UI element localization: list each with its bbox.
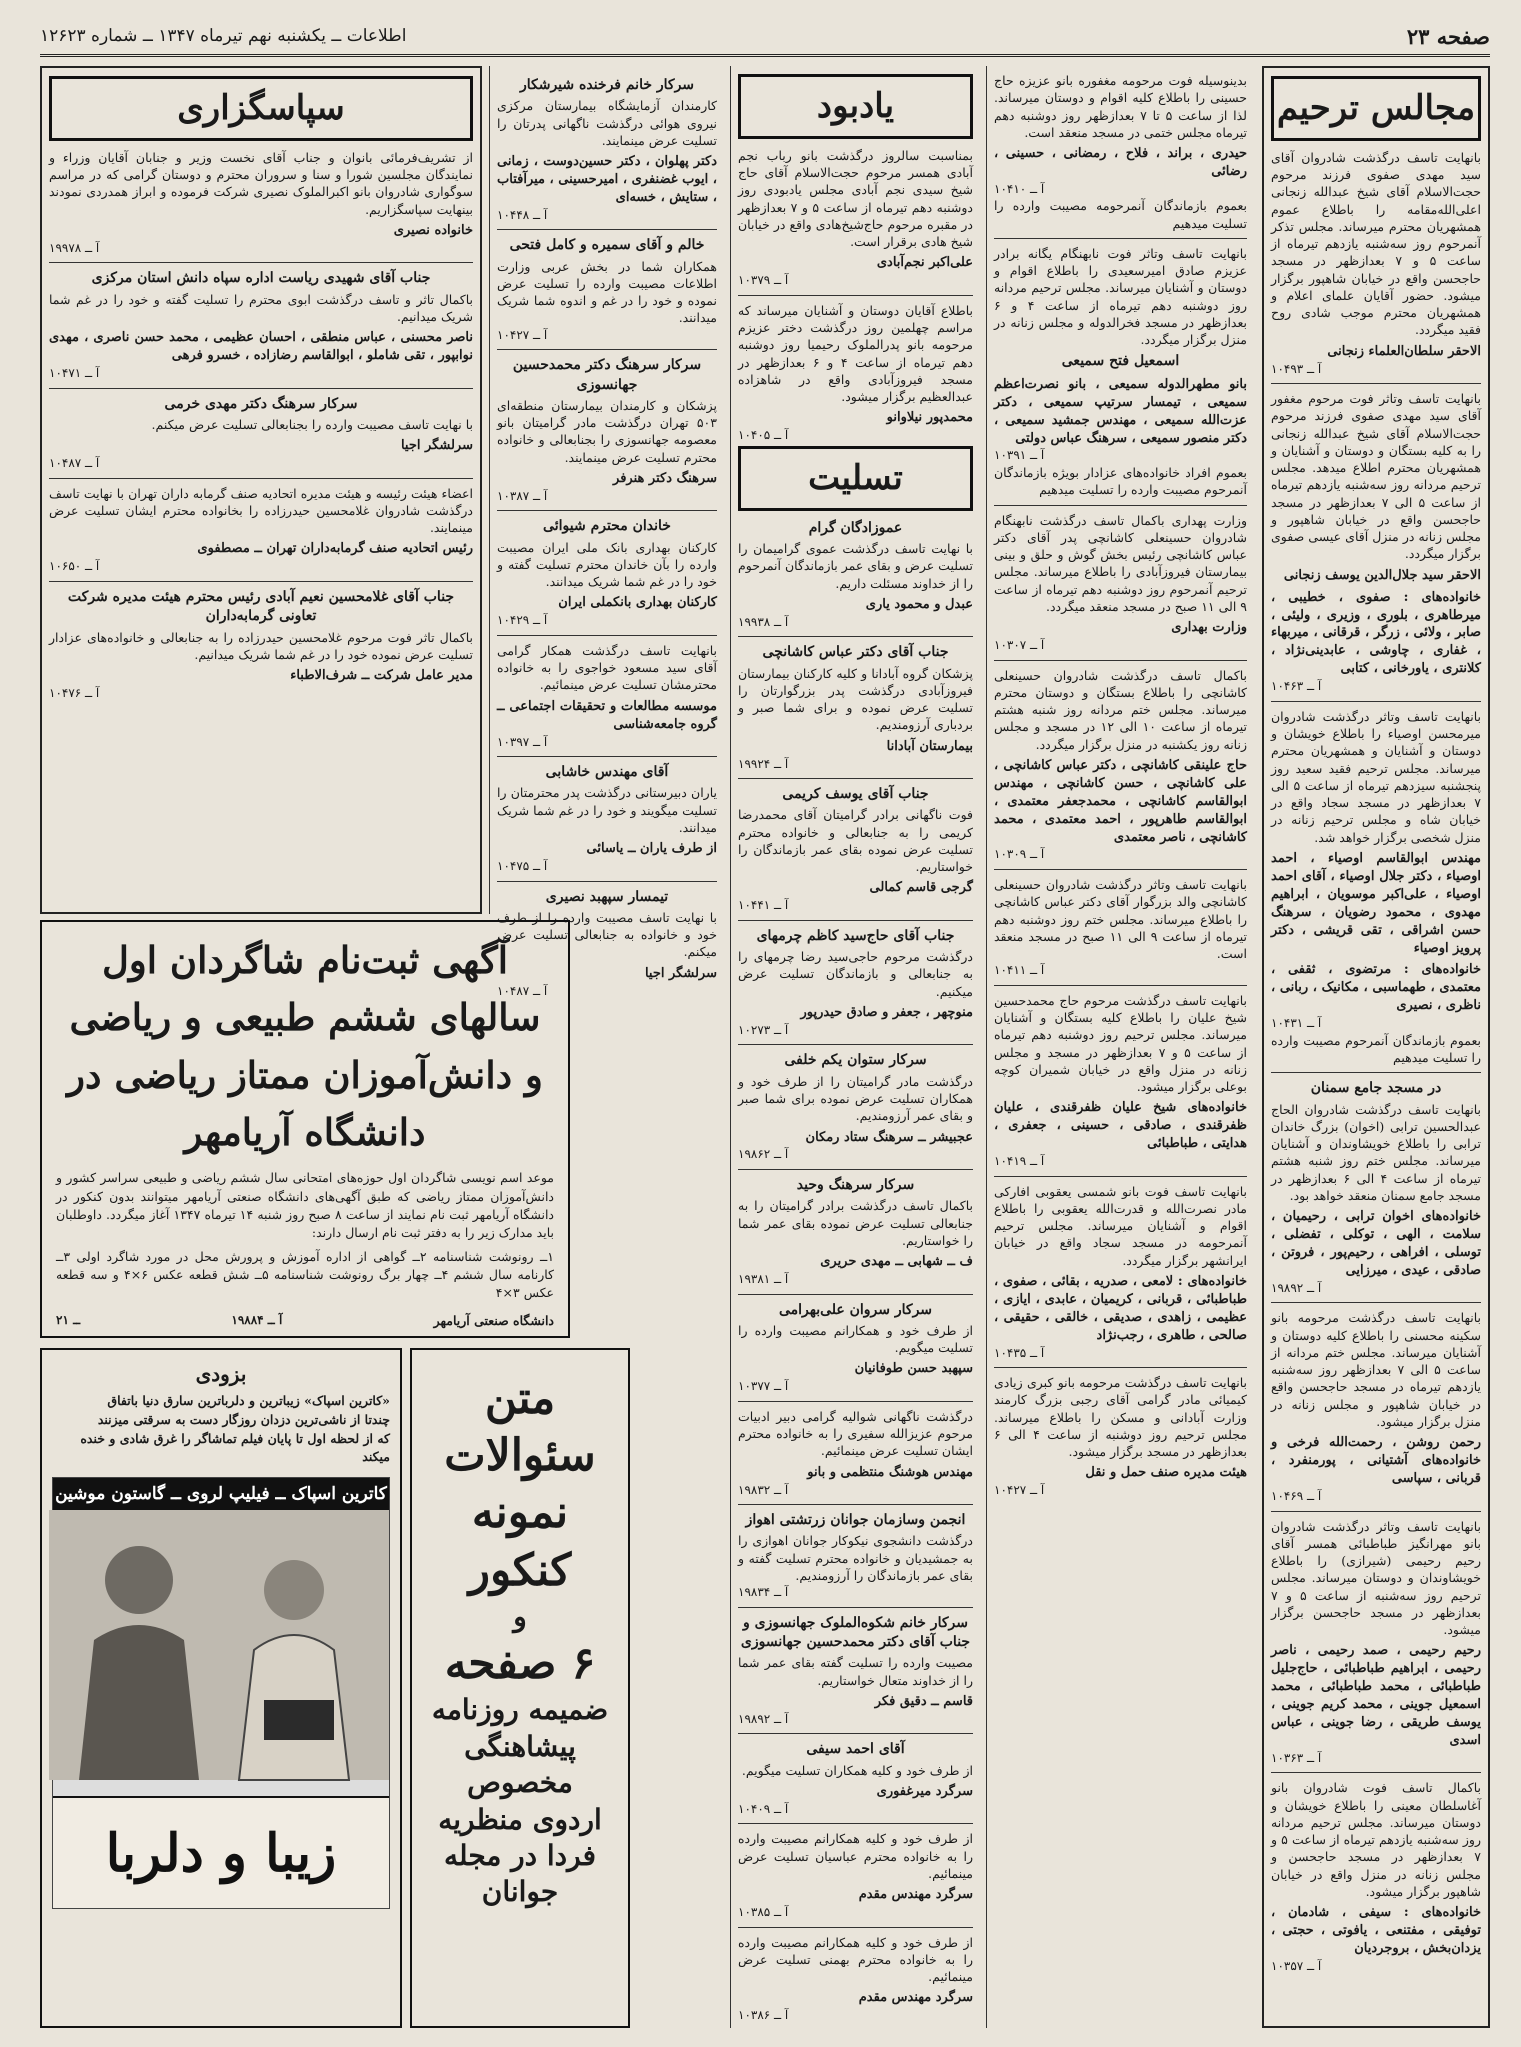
- film-poster: [52, 1477, 390, 1909]
- notice-signature: ف ــ شهابی ــ مهدی حریری: [820, 1254, 973, 1270]
- notice-signature: منوچهر ، جعفر و صادق حیدرپور: [800, 1004, 973, 1020]
- ad-line-12: جوانان: [481, 1875, 559, 1909]
- notice-title: سرکار سرهنگ دکتر محمدحسین جهانسوزی: [512, 357, 702, 393]
- notice-signature: گرجی قاسم کمالی: [869, 880, 973, 896]
- registration-title: آگهی ثبت‌نام شاگردان اول سالهای ششم طبیعی و ریاضی و دانش‌آموزان ممتاز ریاضی در دانشگاه آریامهر: [67, 938, 543, 1155]
- notice-text: بانهایت تاسف وتاثر درگذشت شادروان میرمحسن اوصیاء را باطلاع خویشان و دوستان و آشنایان و همشهریان محترم میرساند. مجلس ترحیم فقید سعید روز پنجشنبه سیزدهم تیرماه از ساعت ۵ الی ۷ بعدازظهر در مسجد سجاد واقع در خیابان شاه و مجلس ترحیم زنانه در منزل شخصی برگزار خواهد شد.: [1271, 708, 1481, 845]
- notice-signature: محمدپور نیلاوانو: [886, 410, 973, 426]
- notice-title: تیمسار سپهبد نصیری: [545, 888, 669, 905]
- notice-text: وزارت پهداری باکمال تاسف درگذشت نابهنگام شادروان حسینعلی کاشانچی پدر آقای دکتر عباس کاشانچی رئیس بخش گوش و حلق و بینی بیمارستان فیروزآبادی را باطلاع میرساند. مجلس ترحیم آنمرحوم روز دوشنبه دهم تیرماه از ساعت ۹ الی ۱۱ صبح در مسجد منعقد میگردد.: [994, 512, 1247, 614]
- notice-text: از طرف خود و کلیه همکارانم مصیبت وارده را به خانواده محترم عباسیان تسلیت عرض مینمائیم.: [738, 1831, 973, 1881]
- notice-title: سرکار ستوان یکم خلفی: [784, 1052, 927, 1069]
- notice-signature: سرگرد مهندس مقدم: [858, 1990, 973, 2006]
- ad-line-2: سئوالات: [444, 1430, 596, 1482]
- ad-line-8: پیشاهنگی: [464, 1729, 576, 1763]
- film-ad: [40, 1348, 402, 2028]
- film-tagline-1: «کاترین اسپاک» زیباترین و دلرباترین سارق دنیا باتفاق: [107, 1393, 390, 1408]
- notice-families: خانواده‌های : صفوی ، خطیبی ، میرطاهری ، بلوری ، وزیری ، ولیئی ، صابر ، ولائی ، زرگر ، قرقانی ، میربهاء ، غفاری ، چاوشی ، عابدینی‌نژاد ، کلانتری ، یاورخانی ، کتابی: [1271, 589, 1481, 677]
- notice-code: آ ــ ۱۹۹۷۸: [49, 240, 100, 255]
- notice-signature: خانواده نصیری: [393, 222, 473, 238]
- notice-text: از طرف خود و همکارانم مصیبت وارده را تسلیت میگویم.: [738, 1322, 973, 1356]
- ad-line-4: کنکور: [468, 1544, 572, 1596]
- notice-signature: مدیر عامل شرکت ــ شرف‌الاطباء: [290, 668, 473, 684]
- notice-signature: ناصر محسنی ، عباس منطقی ، احسان عظیمی ، محمد حسن ناصری ، مهدی نوابپور ، تقی شاملو ، ابوالقاسم رضازاده ، خسرو فرهی: [49, 330, 473, 364]
- notice-signature: علی‌اکبر نجم‌آبادی: [876, 255, 973, 271]
- notice-code: آ ــ ۱۹۸۳۲: [738, 1482, 789, 1497]
- notice-text: بانهایت تاسف وتاثر درگذشت شادروان حسینعلی کاشانچی والد بزرگوار آقای دکتر عباس کاشانچی را باطلاع میرساند. مجلس ختم روز دوشنبه دهم تیرماه از ساعت ۹ الی ۱۱ صبح در مسجد منعقد است.: [994, 877, 1247, 961]
- notice-code: آ ــ ۱۰۳۹۷: [497, 734, 548, 749]
- notice-text: بدینوسیله فوت مرحومه مغفوره بانو عزیزه حاج حسینی را باطلاع کلیه اقوام و دوستان میرساند. لذا از ساعت ۵ تا ۷ بعدازظهر روز دوشنبه دهم تیرماه مجلس ختمی در مسجد منعقد است.: [994, 73, 1247, 140]
- notice-signature: عجبیشر ــ سرهنگ ستاد رمکان: [805, 1129, 973, 1145]
- notice-signature: موسسه مطالعات و تحقیقات اجتماعی ــ گروه جامعه‌شناسی: [497, 698, 717, 732]
- ad-line-9: مخصوص: [467, 1766, 573, 1800]
- notice-code: آ ــ ۱۹۸۳۴: [738, 1585, 789, 1600]
- notice-code: آ ــ ۱۰۴۰۹: [738, 1801, 789, 1816]
- poster-photo-icon: [49, 1510, 389, 1780]
- notice-text: باکمال تاسف فوت شادروان بانو آغاسلطان معینی را باطلاع خویشان و دوستان میرساند. مجلس ترحیم مردانه روز سه‌شنبه یازدهم تیرماه از ساعت ۵ و ۷ بعدازظهر در مسجد حاجحسن و مجلس زنانه در منزل واقع در خیابان شاهپور برگزار میشود.: [1271, 1780, 1481, 1899]
- notice-text: بانهایت تاسف درگذشت شادروان آقای سید مهدی صفوی فرزند مرحوم حجت‌الاسلام آقای شیخ عبدالله زنجانی اعلی‌الله‌مقامه را باطلاع عموم همشهریان محترم میرساند. مجلس تذکر آنمرحوم روز سه‌شنبه یازدهم تیرماه از ساعت ۵ و ۷ بعدازظهر در مسجد حاجحسن واقع در خیابان شاهپور برگزار میشود. حضور آقایان علمای اعلام و همشهریان محترم موجب شادی روح فقید میگردد.: [1271, 149, 1482, 338]
- notice-title: در مسجد جامع سمنان: [1310, 1080, 1442, 1097]
- notice-title: سرکار خانم فرخنده شیرشکار: [519, 77, 695, 93]
- notice-title: جناب آقای دکتر عباس کاشانچی: [762, 644, 949, 661]
- notice-title: انجمن وسازمان جوانان زرتشتی اهواز: [745, 1512, 966, 1529]
- ad-line-10: اردوی منظریه: [438, 1802, 602, 1836]
- notice-code: آ ــ ۱۹۸۶۲: [738, 1147, 789, 1162]
- notice-note: بعموم افراد خانواده‌های عزادار بویژه بازماندگان آنمرحوم مصیبت وارده را تسلیت میدهیم: [994, 465, 1247, 498]
- film-coming-soon: بزودی: [195, 1362, 247, 1386]
- notice-code: آ ــ ۱۰۴۰۵: [738, 428, 789, 443]
- notice-code: آ ــ ۱۰۴۱۰: [994, 181, 1045, 196]
- registration-signature: دانشگاه صنعتی آریامهر: [433, 1313, 554, 1329]
- notice-text: کارمندان آزمایشگاه بیمارستان مرکزی نیروی هوائی درگذشت ناگهانی پدرتان را تسلیت عرض مینمایند.: [497, 98, 717, 148]
- film-cast: کاترین اسپاک ــ فیلیپ لروی ــ گاستون موشین: [53, 1478, 389, 1510]
- notice-title: خاندان محترم شیوائی: [543, 518, 671, 535]
- notice-code: آ ــ ۱۰۴۸۷: [497, 983, 548, 998]
- notice-code: آ ــ ۱۰۴۶۳: [1271, 679, 1322, 694]
- notice-signature: الاحقر سلطان‌العلماء زنجانی: [1327, 343, 1481, 359]
- page-number: صفحه ۲۳: [1406, 23, 1490, 49]
- notice-signature: سرگرد میرغفوری: [876, 1783, 973, 1799]
- ad-line-5: و: [513, 1599, 527, 1633]
- notice-code: آ ــ ۱۰۴۶۹: [1271, 1488, 1322, 1503]
- notice-code: آ ــ ۱۰۳۸۶: [738, 2008, 789, 2023]
- notice-code: آ ــ ۱۰۳۸۵: [738, 1905, 789, 1920]
- notice-code: آ ــ ۱۰۲۷۳: [738, 1022, 789, 1037]
- film-tagline-4: میکند: [362, 1449, 390, 1465]
- notice-signature: بیمارستان آبادانا: [886, 738, 973, 754]
- issue-info: اطلاعات ــ یکشنبه نهم تیرماه ۱۳۴۷ ــ شماره ۱۲۶۲۳: [40, 26, 407, 46]
- notice-code: آ ــ ۱۰۳۰۹: [994, 847, 1045, 862]
- notice-text: بانهایت تاسف درگذشت مرحومه بانو سکینه محسنی را باطلاع کلیه دوستان و آشنایان میرساند. مجلس ختم مردانه از ساعت ۵ الی ۷ بعدازظهر روز سه‌شنبه یازدهم تیرماه در مسجد حاجحسن واقع در خیابان شاهپور و مجلس زنانه در منزل برگزار میشود.: [1271, 1310, 1481, 1429]
- notice-families: خانواده‌های : سیفی ، شادمان ، توفیقی ، مفتنعی ، یافوتی ، حجتی ، یزدان‌بخش ، بروجردیان: [1271, 1905, 1481, 1957]
- notice-text: درگذشت ناگهانی شوالیه گرامی دبیر ادبیات مرحوم عزیزالله سفیری را به خانواده محترم ایشان تسلیت عرض مینمائیم.: [738, 1408, 973, 1459]
- notice-title: جناب آقای غلامحسین نعیم آبادی رئیس محترم هیئت مدیره شرکت تعاونی گرمابه‌داران: [67, 588, 455, 625]
- notice-signature: کارکنان بهداری بانکملی ایران: [558, 595, 717, 611]
- notice-families: خانواده‌های اخوان ترابی ، رحیمیان ، سلامت ، الهی ، توکلی ، تفضلی ، توسلی ، افراهی ، رحیم‌پور ، فروتن ، صادقی ، عیدی ، میرزایی: [1271, 1209, 1481, 1278]
- notice-code: آ ــ ۱۰۴۱۹: [994, 1154, 1045, 1169]
- notice-note: بعموم بازماندگان آنمرحومه مصیبت وارده را تسلیت میدهیم: [994, 198, 1247, 231]
- notice-text: باکمال تاثر و تاسف درگذشت ابوی محترم را تسلیت گفته و خود را در غم شما شریک میدانیم.: [49, 291, 473, 324]
- registration-list: ۱ــ رونوشت شناسنامه ۲ــ گواهی از اداره آموزش و پرورش محل در مورد شاگرد اولی ۳ــ کارنامه سال ششم ۴ــ چهار برگ رونوشت شناسنامه ۵ــ شش قطعه عکس ۶×۴ و سه قطعه عکس ۳×۴: [56, 1248, 554, 1301]
- ad-line-3: نمونه: [471, 1487, 569, 1539]
- notice-signature: سرلشگر اجیا: [400, 438, 473, 454]
- notice-signature: هیئت مدیره صنف حمل و نقل: [1085, 1465, 1247, 1481]
- notice-signature: سرهنگ دکتر هنرفر: [613, 470, 717, 486]
- notice-code: آ ــ ۱۰۴۷۱: [49, 366, 100, 381]
- page-header: [40, 18, 1490, 57]
- notice-signature: وزارت بهداری: [1171, 620, 1247, 636]
- notice-code: آ ــ ۱۹۳۸۱: [738, 1272, 789, 1287]
- notice-title: اسمعیل فتح سمیعی: [1061, 353, 1180, 370]
- notice-code: آ ــ ۱۰۳۷۹: [738, 273, 789, 288]
- notice-code: آ ــ ۱۹۸۹۲: [1271, 1280, 1322, 1295]
- notice-text: پزشکان و کارمندان بیمارستان منطقه‌ای ۵۰۳ تهران درگذشت مادر گرامیتان بانو معصومه جهانسوزی را بجنابعالی و خانواده محترم تسلیت عرض مینمایند.: [497, 397, 717, 465]
- notice-code: آ ــ ۱۰۶۵۰: [49, 559, 100, 574]
- notice-code: آ ــ ۱۹۹۲۴: [738, 756, 789, 771]
- notice-code: آ ــ ۱۰۳۶۳: [1271, 1750, 1322, 1765]
- column-notices-2: [986, 66, 1254, 2028]
- film-logo: زیبا و دلربا: [53, 1796, 389, 1908]
- notice-signature: از طرف یاران ــ یاسائی: [586, 841, 717, 857]
- notice-note: بعموم بازماندگان آنمرحوم مصیبت وارده را تسلیت میدهیم: [1271, 1032, 1481, 1066]
- notice-families: خانواده‌های : لامعی ، صدریه ، بقائی ، صفوی ، طباطبائی ، قربانی ، کریمیان ، عابدی ، ایازی ، عظیمی ، زاهدی ، صدیقی ، خالقی ، حقیقی ، صالحی ، طاهری ، رجب‌نژاد: [994, 1273, 1247, 1343]
- notice-text: با نهایت تاسف درگذشت عموی گرامیمان را تسلیت عرض و بقای عمر بازماندگان آنمرحوم را از خداوند مسئلت داریم.: [738, 541, 973, 591]
- notice-text: با نهایت تاسف مصیبت وارده را بجنابعالی تسلیت عرض میکنم.: [151, 416, 473, 432]
- notice-code: آ ــ ۱۰۴۲۹: [497, 613, 548, 628]
- notice-text: از طرف خود و کلیه همکاران تسلیت میگویم.: [741, 1762, 973, 1778]
- condolence-banner: تسلیت: [738, 446, 973, 511]
- notice-title: آقای احمد سیفی: [806, 1741, 905, 1758]
- notice-code: آ ــ ۱۰۳۸۷: [497, 488, 548, 503]
- ad-line-11: فردا در مجله: [444, 1838, 596, 1872]
- notice-text: باکمال تاسف درگذشت برادر گرامیتان را به جنابعالی تسلیت عرض نموده بقای عمر شما را خواستاریم.: [738, 1198, 973, 1248]
- film-tagline-3: که از لحظه اول تا پایان فیلم تماشاگر را غرق شادی و خنده: [80, 1430, 390, 1446]
- notice-text: درگذشت مرحوم حاجی‌سید رضا چرمهای را به جنابعالی و بازماندگان تسلیت عرض میکنیم.: [738, 949, 973, 999]
- notice-text: فوت ناگهانی برادر گرامیتان آقای محمدرضا کریمی را به جنابعالی و خانواده محترم تسلیت عرض نموده بقای عمر بازماندگان را خواستاریم.: [738, 807, 973, 875]
- ad-line-7: ضمیمه روزنامه: [431, 1693, 609, 1727]
- notice-text: باکمال تاسف درگذشت شادروان حسینعلی کاشانچی را باطلاع بستگان و دوستان محترم میرساند. مجلس ختم مردانه روز شنبه هشتم تیرماه از ساعت ۱۰ الی ۱۲ در مسجد و مجلس زنانه روز یکشنبه در منزل برگزار میگردد.: [994, 667, 1247, 752]
- notice-text: از تشریف‌فرمائی بانوان و جناب آقای نخست وزیر و جنابان آقایان وزراء و نمایندگان مجلسین شورا و سنا و سروران محترم و دوستان گرامی که در مراسم سوگواری شادروان بانو اکبرالملوک نصیری شرکت فرموده و ابراز همدردی نمودند بینهایت سپاسگزاریم.: [49, 149, 473, 217]
- notice-code: آ ــ ۱۰۴۳۱: [1271, 1016, 1322, 1031]
- notice-code: آ ــ ۱۰۴۳۵: [994, 1345, 1045, 1360]
- notice-code: آ ــ ۱۰۴۴۸: [497, 207, 548, 222]
- notice-code: آ ــ ۱۰۴۹۳: [1271, 361, 1322, 376]
- notice-code: آ ــ ۱۰۴۱۱: [994, 963, 1045, 978]
- notice-text: بانهایت تاسف درگذشت مرحوم حاج محمدحسین شیخ علیان را باطلاع کلیه بستگان و آشنایان میرساند. مجلس ترحیم روز دوشنبه دهم تیرماه از ساعت ۵ و ۷ بعدازظهر در مسجد و مجلس زنانه در منزل واقع در خیابان شمیران کوچه بوعلی برگزار میشود.: [994, 992, 1247, 1095]
- memorials-banner: مجالس ترحیم: [1271, 76, 1481, 141]
- notice-families: بانو مطهرالدوله سمیعی ، بانو نصرت‌اعظم سمیعی ، تیمسار سرتیپ سمیعی ، دکتر عزت‌الله سمیعی ، مهندس جمشید سمیعی ، دکتر منصور سمیعی ، سرهنگ عباس دولتی: [994, 376, 1247, 446]
- notice-code: آ ــ ۱۰۳۵۷: [1271, 1959, 1322, 1973]
- column-gratitude: [40, 66, 482, 914]
- notice-title: جناب آقای شهیدی ریاست اداره سپاه دانش استان مرکزی: [91, 270, 431, 287]
- notice-text: همکاران شما در بخش عربی وزارت اطلاعات مصیبت وارده را تسلیت عرض نموده و خود را در غم و اندوه شما شریک میدانند.: [497, 258, 717, 326]
- notice-code: آ ــ ۱۰۴۴۱: [738, 898, 789, 913]
- notice-text: بانهایت تاسف فوت بانو شمسی یعقوبی افارکی مادر نصرت‌الله و قدرت‌الله یعقوبی را باطلاع اقوام و آشنایان میرساند. مجلس ترحیم آنمرحومه در مسجد سجاد واقع در خیابان ایرانشهر برگزار میگردد.: [994, 1183, 1247, 1268]
- remembrance-banner: یادبود: [738, 74, 973, 139]
- notice-text: مصیبت وارده را تسلیت گفته بقای عمر شما را از خداوند متعال خواستاریم.: [738, 1655, 973, 1688]
- notice-families: رحمن روشن ، رحمت‌الله فرخی و خانواده‌های آشتیانی ، پورمنفرد ، قربانی ، سپاسی: [1271, 1435, 1481, 1487]
- notice-text: بانهایت تاسف وتاثر فوت مرحوم مغفور آقای سید مهدی صفوی فرزند مرحوم حجت‌الاسلام آقای شیخ عبدالله زنجانی را به کلیه بستگان و دوستان و آشنایان و همشهریان محترم اطلاع میدهد. مجلس ترحیم مردانه روز سه‌شنبه یازدهم تیرماه از ساعت ۵ الی ۷ بعدازظهر در مسجد حاجحسن واقع در خیابان شاهپور و مجلس زنانه در منزل آقای عیسی صفوی برگزار میگردد.: [1271, 391, 1481, 562]
- notice-text: بانهایت تاسف درگذشت شادروان الحاج عبدالحسین ترابی (اخوان) بزرگ خاندان ترابی را باطلاع خویشاوندان و آشنایان میرساند. مجلس ختم روز شنبه هشتم تیرماه از ساعت ۴ الی ۶ بعدازظهر در مسجد جامع سمنان منعقد خواهد بود.: [1271, 1101, 1481, 1203]
- notice-signature: عبدل و محمود یاری: [865, 596, 973, 612]
- notice-code: آ ــ ۱۰۳۷۷: [738, 1379, 789, 1394]
- notice-signature: سپهبد حسن طوفانیان: [854, 1361, 973, 1377]
- notice-signature: مهندس هوشنگ منتظمی و بانو: [807, 1464, 973, 1480]
- column-memorials: [1262, 66, 1490, 2028]
- notice-families: حیدری ، براند ، فلاح ، رمضانی ، حسینی ، رضائی: [994, 146, 1247, 179]
- notice-title: سرکار سرهنگ دکتر مهدی خرمی: [164, 395, 358, 412]
- notice-code: آ ــ ۱۰۴۷۵: [497, 859, 548, 874]
- notice-code: آ ــ ۱۰۳۹۱: [994, 448, 1045, 463]
- notice-title: آقای مهندس خاشابی: [545, 764, 669, 781]
- registration-body: موعد اسم نویسی شاگردان اول حوزه‌های امتحانی سال ششم ریاضی و طبیعی سراسر کشور و دانش‌آموزان ممتاز ریاضی که طبق آگهی‌های دانشگاه صنعتی آریامهر میتوانند بدون کنکور در دانشگاه آریامهر ثبت نام نمایند از ساعت ۸ صبح روز شنبه ۱۴ تیرماه ۱۳۴۷ آغاز میگردد. داوطلبان باید مدارک زیر را به دفتر ثبت نام ارسال دارند:: [56, 1170, 554, 1240]
- ad-line-6: ۶ صفحه: [444, 1638, 596, 1690]
- notice-text: باطلاع آقایان دوستان و آشنایان میرساند که مراسم چهلمین روز درگذشت دختر عزیزم مرحومه بانو پدرالملوک رحیمیا روز دوشنبه دهم تیرماه از ساعت ۴ و ۶ بعدازظهر در مسجد فیروزآبادی واقع در شاهزاده عبدالعظیم برگزار میشود.: [738, 302, 973, 405]
- registration-code: آ ــ ۱۹۸۸۴: [231, 1313, 283, 1328]
- notice-families: خانواده‌های : مرتضوی ، ثقفی ، معتمدی ، طهماسبی ، مکانیک ، ربانی ، ناظری ، نصیری: [1271, 962, 1481, 1014]
- notice-text: بانهایت تاسف وتاثر درگذشت شادروان بانو مهرانگیز طباطبائی همسر آقای رحیم رحیمی (شیرازی) را باطلاع خویشاوندان و دوستان میرساند. مجلس ترحیم روز سه‌شنبه از ساعت ۵ و ۷ بعدازظهر در مسجد حاجحسن برگزار میشود.: [1271, 1518, 1481, 1638]
- notice-families: مهندس ابوالقاسم اوصیاء ، احمد اوصیاء ، دکتر جلال اوصیاء ، آقای احمد اوصیاء ، علی‌اکبر موسویان ، ابراهیم مهدوی ، محمود رضویان ، سرهنگ حسن اشراقی ، تقی قریشی ، دکتر پرویز اوصیاء: [1271, 850, 1481, 956]
- notice-signature: قاسم ــ دقیق فکر: [874, 1693, 973, 1709]
- notice-code: آ ــ ۱۰۴۲۷: [497, 327, 548, 342]
- notice-text: بانهایت تاسف درگذشت مرحومه بانو کبری زیادی کیمیائی مادر گرامی آقای رجبی بزرگ کارمند وزارت آبادانی و مسکن را باطلاع میرساند. مجلس ترحیم روز دوشنبه از ساعت ۴ الی ۶ بعدازظهر در مسجد برگزار میشود.: [994, 1375, 1247, 1460]
- notice-text: از طرف خود و کلیه همکارانم مصیبت وارده را به خانواده محترم بهمنی تسلیت عرض مینمائیم.: [738, 1934, 973, 1985]
- notice-title: جناب آقای حاج‌سید کاظم چرمهای: [756, 927, 955, 944]
- notice-text: باکمال تاثر فوت مرحوم غلامحسین حیدرزاده را به جنابعالی و خانواده‌های عزادار تسلیت عرض نموده خود را در غم شما شریک میدانیم.: [49, 629, 473, 662]
- notice-text: بمناسبت سالروز درگذشت بانو رباب نجم آبادی همسر مرحوم حجت‌الاسلام آقای حاج شیخ سیدی نجم آبادی مجلس یادبودی روز دوشنبه دهم تیرماه از ساعت ۵ و ۷ بعدازظهر در مقبره مرحوم حاج‌شیخ‌هادی واقع در خیابان شیخ هادی برقرار است.: [738, 147, 973, 250]
- notice-text: اعضاء هیئت رئیسه و هیئت مدیره اتحادیه صنف گرمابه داران تهران با نهایت تاسف درگذشت شادروان غلامحسین حیدرزاده را بخانواده محترم ایشان تسلیت عرض مینمایند.: [49, 485, 473, 536]
- notice-title: سرکار سرهنگ وحید: [796, 1177, 915, 1194]
- registration-code-2: ۲ــ ۱: [56, 1313, 81, 1328]
- notice-title: عموزادگان گرام: [808, 519, 903, 536]
- notice-title: سرکار سروان علی‌بهرامی: [778, 1301, 933, 1318]
- notice-signature: الاحقر سید جلال‌الدین یوسف زنجانی: [1283, 567, 1481, 583]
- notice-signature: سرلشگر اجیا: [644, 965, 717, 981]
- notice-title: خالم و آقای سمیره و کامل فتحی: [509, 237, 705, 254]
- ad-line-1: متن: [484, 1373, 556, 1424]
- notice-signature: دکتر پهلوان ، دکتر حسین‌دوست ، زمانی ، ایوب غضنفری ، امیرحسینی ، میرآفتاب ، ستایش ، خسه‌ای: [497, 154, 717, 205]
- notice-text: درگذشت مادر گرامیتان را از طرف خود و همکاران تسلیت عرض نموده برای شما صبر و بقای عمر آرزومندیم.: [738, 1073, 973, 1124]
- gratitude-banner: سپاسگزاری: [49, 76, 473, 141]
- notice-families: خانواده‌های شیخ علیان ظفرقندی ، علیان ظفرقندی ، صادقی ، حسینی ، جعفری ، هدایتی ، طباطبائی: [994, 1100, 1247, 1152]
- notice-text: با نهایت تاسف مصیبت وارده را از طرف خود و خانواده به جنابعالی تسلیت عرض میکنم.: [497, 909, 717, 960]
- supplement-ad: [410, 1348, 630, 2028]
- notice-code: آ ــ ۱۰۳۰۷: [994, 637, 1045, 652]
- notice-text: یاران دبیرستانی درگذشت پدر محترمتان را تسلیت میگویند و خود را در غم شما شریک میدانند.: [497, 785, 717, 835]
- notice-signature: سرگرد مهندس مقدم: [858, 1887, 973, 1903]
- notice-text: درگذشت دانشجوی نیکوکار جوانان اهوازی را به جمشیدیان و خانواده محترم تسلیت گفته و بقای عمر بازماندگان را آرزومندیم.: [738, 1533, 973, 1583]
- notice-title: سرکار خانم شکوه‌الملوک جهانسوزی و جناب آقای دکتر محمدحسین جهانسوزی: [740, 1614, 971, 1651]
- notice-title: جناب آقای یوسف کریمی: [782, 786, 929, 803]
- column-condolences-4: [489, 66, 724, 998]
- notice-code: آ ــ ۱۰۴۲۷: [994, 1483, 1045, 1498]
- registration-ad: [40, 920, 570, 1338]
- notice-code: آ ــ ۱۹۹۳۸: [738, 614, 789, 629]
- notice-text: بانهایت تاسف درگذشت همکار گرامی آقای سید مسعود خواجوی را به خانواده محترمشان تسلیت عرض مینمائیم.: [497, 642, 717, 693]
- notice-text: کارکنان بهداری بانک ملی ایران مصیبت وارده را بآن خاندان محترم تسلیت گفته و خود را در غم شما شریک میدانند.: [497, 539, 717, 590]
- notice-text: پزشکان گروه آبادانا و کلیه کارکنان بیمارستان فیروزآبادی درگذشت پدر بزرگوارتان را تسلیت عرض نموده و برای شما صبر و بردباری آرزومندیم.: [738, 665, 973, 733]
- notice-code: آ ــ ۱۰۴۷۶: [49, 685, 100, 700]
- column-remembrance: [730, 66, 980, 2028]
- newspaper-page: [40, 18, 1490, 2028]
- notice-text: بانهایت تاسف وتاثر فوت نابهنگام یگانه برادر عزیزم صادق امیرسعیدی را باطلاع اقوام و دوستان و آشنایان میرساند. مجلس ترحیم مردانه روز دوشنبه دهم تیرماه از ساعت ۴ و ۶ بعدازظهر در مسجد فخرالدوله و مجلس زنانه در منزل برگزار میگردد.: [994, 245, 1247, 348]
- notice-families: حاج علینقی کاشانچی ، دکتر عباس کاشانچی ، علی کاشانچی ، حسن کاشانچی ، مهندس ابوالقاسم کاشانچی ، محمدجعفر معتمدی ، ابوالقاسم طاهرپور ، احمد معتمدی ، محمد کاشانچی ، ناصر معتمدی: [994, 757, 1247, 845]
- notice-signature: رئیس اتحادیه صنف گرمابه‌داران تهران ــ مصطفوی: [197, 541, 473, 557]
- film-tagline-2: چندتا از ناشی‌ترین دزدان روزگار دست به سرقتی میزنند: [97, 1411, 390, 1427]
- notice-code: آ ــ ۱۹۸۹۲: [738, 1711, 789, 1726]
- notice-families: رحیم رحیمی ، صمد رحیمی ، ناصر رحیمی ، ابراهیم طباطبائی ، حاج‌جلیل طباطبائی ، محمد طباطبائی ، محمد اسمعیل جوینی ، محمد کریم جوینی ، یوسف طریقی ، رضا جوینی ، عباس اسدی: [1271, 1643, 1481, 1748]
- notice-code: آ ــ ۱۰۴۸۷: [49, 456, 100, 471]
